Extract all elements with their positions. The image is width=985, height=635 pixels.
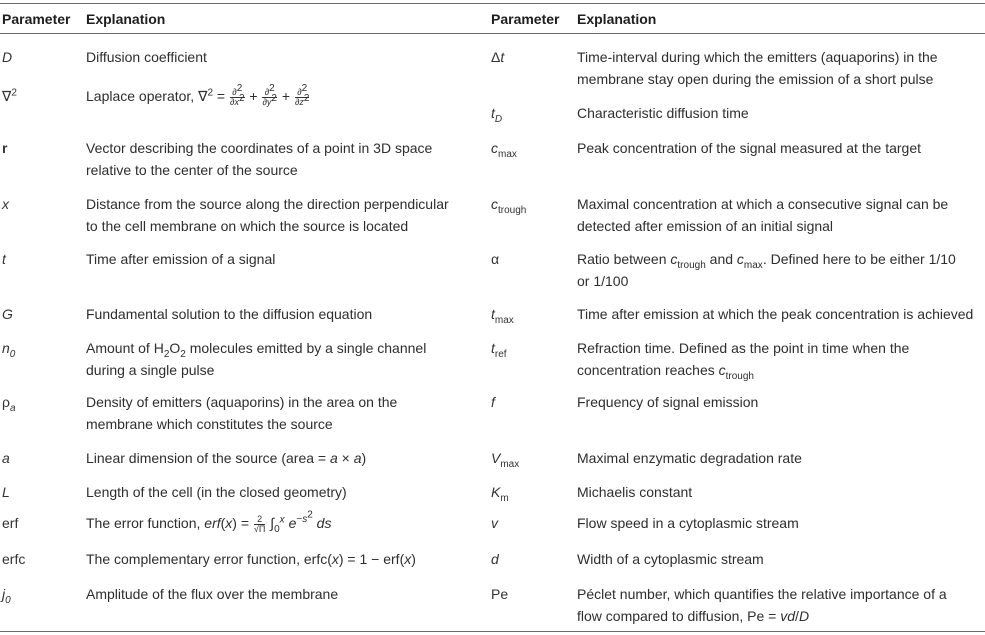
right-param-8: $V_{max}$ [491,450,520,470]
left-explanation-2-line-0: Vector describing the coordinates of a point in 3D space [86,140,433,156]
left-param-1: ∇$^2$ [2,87,17,104]
left-param-12: $j_0$ [2,586,11,606]
left-param-7: $\rho_a$ [2,394,16,414]
right-explanation-2-line-0: Peak concentration of the signal measured at the target [577,140,921,156]
left-param-11: erfc [2,551,26,567]
header-rule [0,33,985,34]
right-explanation-0-line-0: Time-interval during which the emitters (aquaporins) in the [577,49,938,65]
left-explanation-7-line-1: membrane which constitutes the source [86,416,333,432]
header-left-parameter: Parameter [2,11,71,27]
right-param-2: $c_{max}$ [491,140,517,160]
left-param-0: D [2,49,13,65]
left-explanation-4-line-0: Time after emission of a signal [86,251,276,267]
right-param-5: $t_{max}$ [491,306,514,326]
top-rule [0,3,985,4]
left-explanation-0-line-0: Diffusion coefficient [86,49,207,65]
left-explanation-2-line-1: relative to the center of the source [86,162,298,178]
right-explanation-6-line-0: Refraction time. Defined as the point in time when the [577,340,910,356]
left-explanation-5-line-0: Fundamental solution to the diffusion equation [86,306,373,322]
right-param-3: $c_{trough}$ [491,196,527,216]
right-explanation-4-line-0: Ratio between $c_{trough}$ and $c_{max}$. Defined here to be either 1/10 [577,251,956,271]
right-param-9: $K_m$ [491,484,509,504]
right-param-10: v [491,515,498,531]
right-explanation-3-line-0: Maximal concentration at which a consecutive signal can be [577,196,949,212]
left-explanation-1-line-0: Laplace operator, ∇$^2$ = $\frac{\partial^2}{\partial x^2}$ + $\frac{\partial^2}{\partial y^2}$ + $\frac{\partial^2}{\partial z^2}$ [86,82,310,107]
left-explanation-6-line-0: Amount of $H_2O_2$ molecules emitted by a single channel [86,340,427,360]
left-param-5: G [2,306,13,322]
left-explanation-6-line-1: during a single pulse [86,362,215,378]
right-param-7: f [491,394,495,410]
left-explanation-11-line-0: The complementary error function, erfc(x) = 1 − erf(x) [86,551,416,567]
left-explanation-7-line-0: Density of emitters (aquaporins) in the area on the [86,394,398,410]
right-explanation-12-line-1: flow compared to diffusion, Pe = vd/D [577,608,810,624]
left-param-4: t [2,251,6,267]
right-explanation-10-line-0: Flow speed in a cytoplasmic stream [577,515,799,531]
left-explanation-3-line-0: Distance from the source along the direction perpendicular [86,196,449,212]
right-param-4: α [491,251,500,267]
right-param-11: d [491,551,499,567]
left-param-8: a [2,450,10,466]
right-explanation-8-line-0: Maximal enzymatic degradation rate [577,450,802,466]
left-explanation-3-line-1: to the cell membrane on which the source is located [86,218,409,234]
header-right-parameter: Parameter [491,11,560,27]
header-right-explanation: Explanation [577,11,657,27]
right-explanation-6-line-1: concentration reaches $c_{trough}$ [577,362,754,382]
left-explanation-8-line-0: Linear dimension of the source (area = a × a) [86,450,367,466]
left-param-10: erf [2,515,19,531]
right-explanation-0-line-1: membrane stay open during the emission of a short pulse [577,71,934,87]
right-explanation-3-line-1: detected after emission of an initial signal [577,218,834,234]
right-explanation-9-line-0: Michaelis constant [577,484,693,500]
left-param-2: r [2,140,8,156]
left-param-6: $n_0$ [2,340,16,360]
right-param-0: Δt [491,49,505,65]
right-explanation-12-line-0: Péclet number, which quantifies the relative importance of a [577,586,947,602]
left-explanation-9-line-0: Length of the cell (in the closed geometry) [86,484,347,500]
right-param-6: $t_{ref}$ [491,340,507,360]
left-param-9: L [2,484,10,500]
right-param-12: Pe [491,586,509,602]
right-explanation-11-line-0: Width of a cytoplasmic stream [577,551,764,567]
right-explanation-7-line-0: Frequency of signal emission [577,394,759,410]
left-explanation-10-line-0: The error function, erf(x) = $\frac{2}{√\Pi}$ $\int_0^x$ $e^{-s^2}$ ds [86,510,332,535]
right-param-1: $t_D$ [491,105,503,125]
right-explanation-5-line-0: Time after emission at which the peak concentration is achieved [577,306,974,322]
header-left-explanation: Explanation [86,11,166,27]
right-explanation-1-line-0: Characteristic diffusion time [577,105,749,121]
left-explanation-12-line-0: Amplitude of the flux over the membrane [86,586,339,602]
left-param-3: x [2,196,9,212]
bottom-rule [0,631,985,632]
right-explanation-4-line-1: or 1/100 [577,273,629,289]
